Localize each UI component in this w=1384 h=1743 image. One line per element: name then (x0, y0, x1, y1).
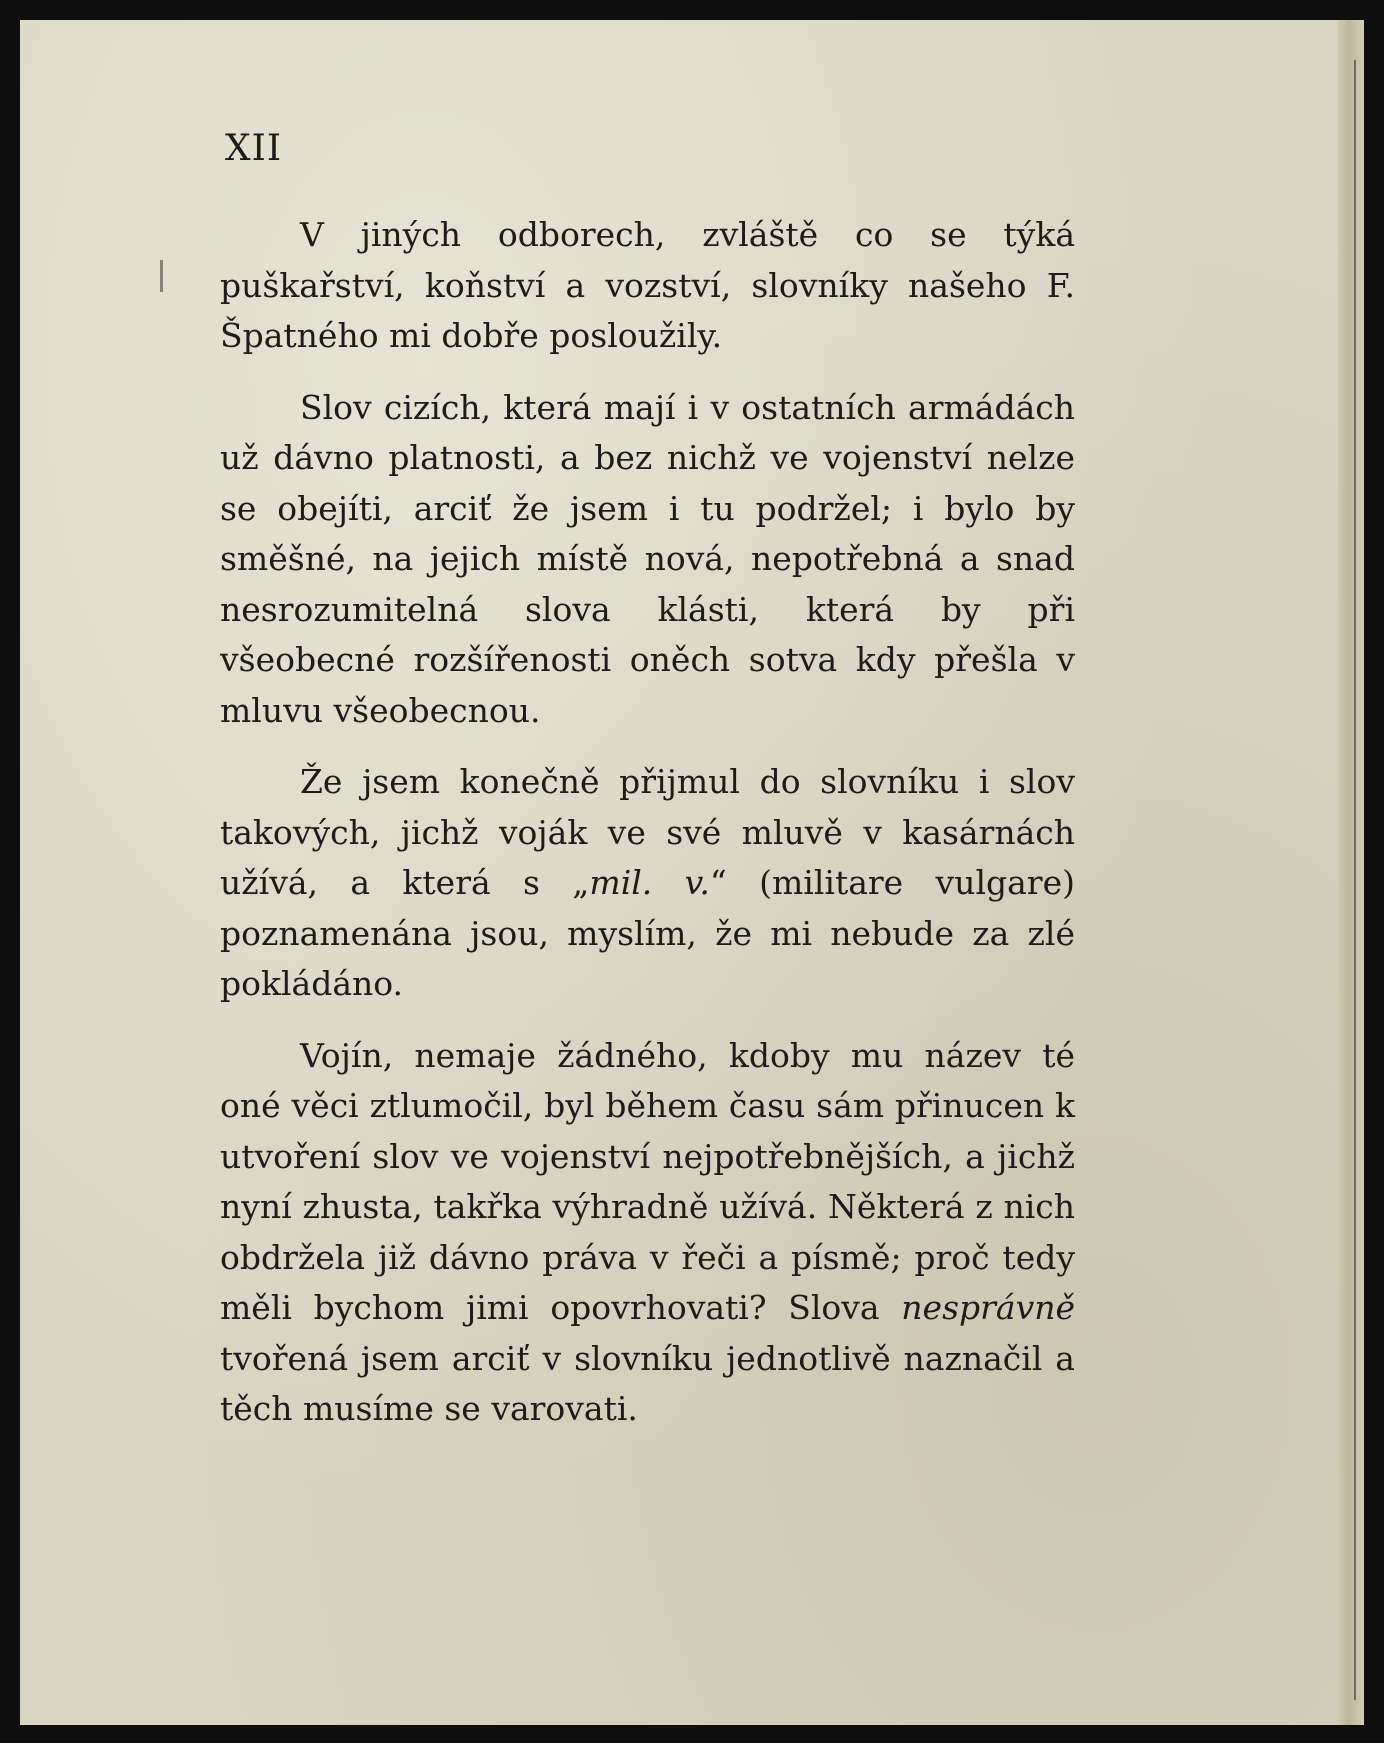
paragraph-3-text-b: “ (militare vulgare) poznamenána jsou, myslím, že mi nebude za zlé pokládáno. (220, 863, 1075, 1003)
paragraph-4-emphasis: nesprávně (901, 1288, 1075, 1327)
book-page (20, 20, 1364, 1725)
paragraph-4 (220, 1031, 1075, 1435)
paragraph-1: V jiných odborech, zvláště co se týká puškařství, koňství a vozství, slovníky našeho F. Špatného mi dobře posloužily. (220, 215, 1075, 355)
paragraph-2: Slov cizích, která mají i v ostatních armádách už dávno platnosti, a bez nichž ve vojenství nelze se obejíti, arciť že jsem i tu podržel; i bylo by směšné, na jejich místě nová, nepotřebná a snad nesrozumitelná slova klásti, která by při všeobecné rozšířenosti oněch sotva kdy přešla v mluvu všeobecnou. (220, 387, 1075, 730)
body-text (220, 210, 1075, 1456)
book-gutter (1338, 20, 1364, 1725)
margin-mark (160, 260, 163, 292)
paragraph-3-abbreviation: mil. v. (589, 863, 710, 902)
paragraph-4-text-a: Vojín, nemaje žádného, kdoby mu název té oné věci ztlumočil, byl během času sám přinucen k utvoření slov ve vojenství nejpotřebnějších, a jichž nyní zhusta, takřka výhradně užívá. Některá z nich obdržela již dávno práva v řeči a písmě; proč tedy měli bychom jimi opovrhovati? Slova (220, 1035, 1075, 1327)
paragraph-3-text-a: Že jsem konečně přijmul do slovníku i slov takových, jichž voják ve své mluvě v kasárnách užívá, a která s „ (220, 762, 1075, 902)
paragraph-4-text-b: tvořená jsem arciť v slovníku jednotlivě naznačil a těch musíme se varovati. (220, 1338, 1075, 1428)
binding-line (1354, 60, 1356, 1700)
paragraph-3 (220, 757, 1075, 1010)
page-number: XII (225, 128, 283, 169)
